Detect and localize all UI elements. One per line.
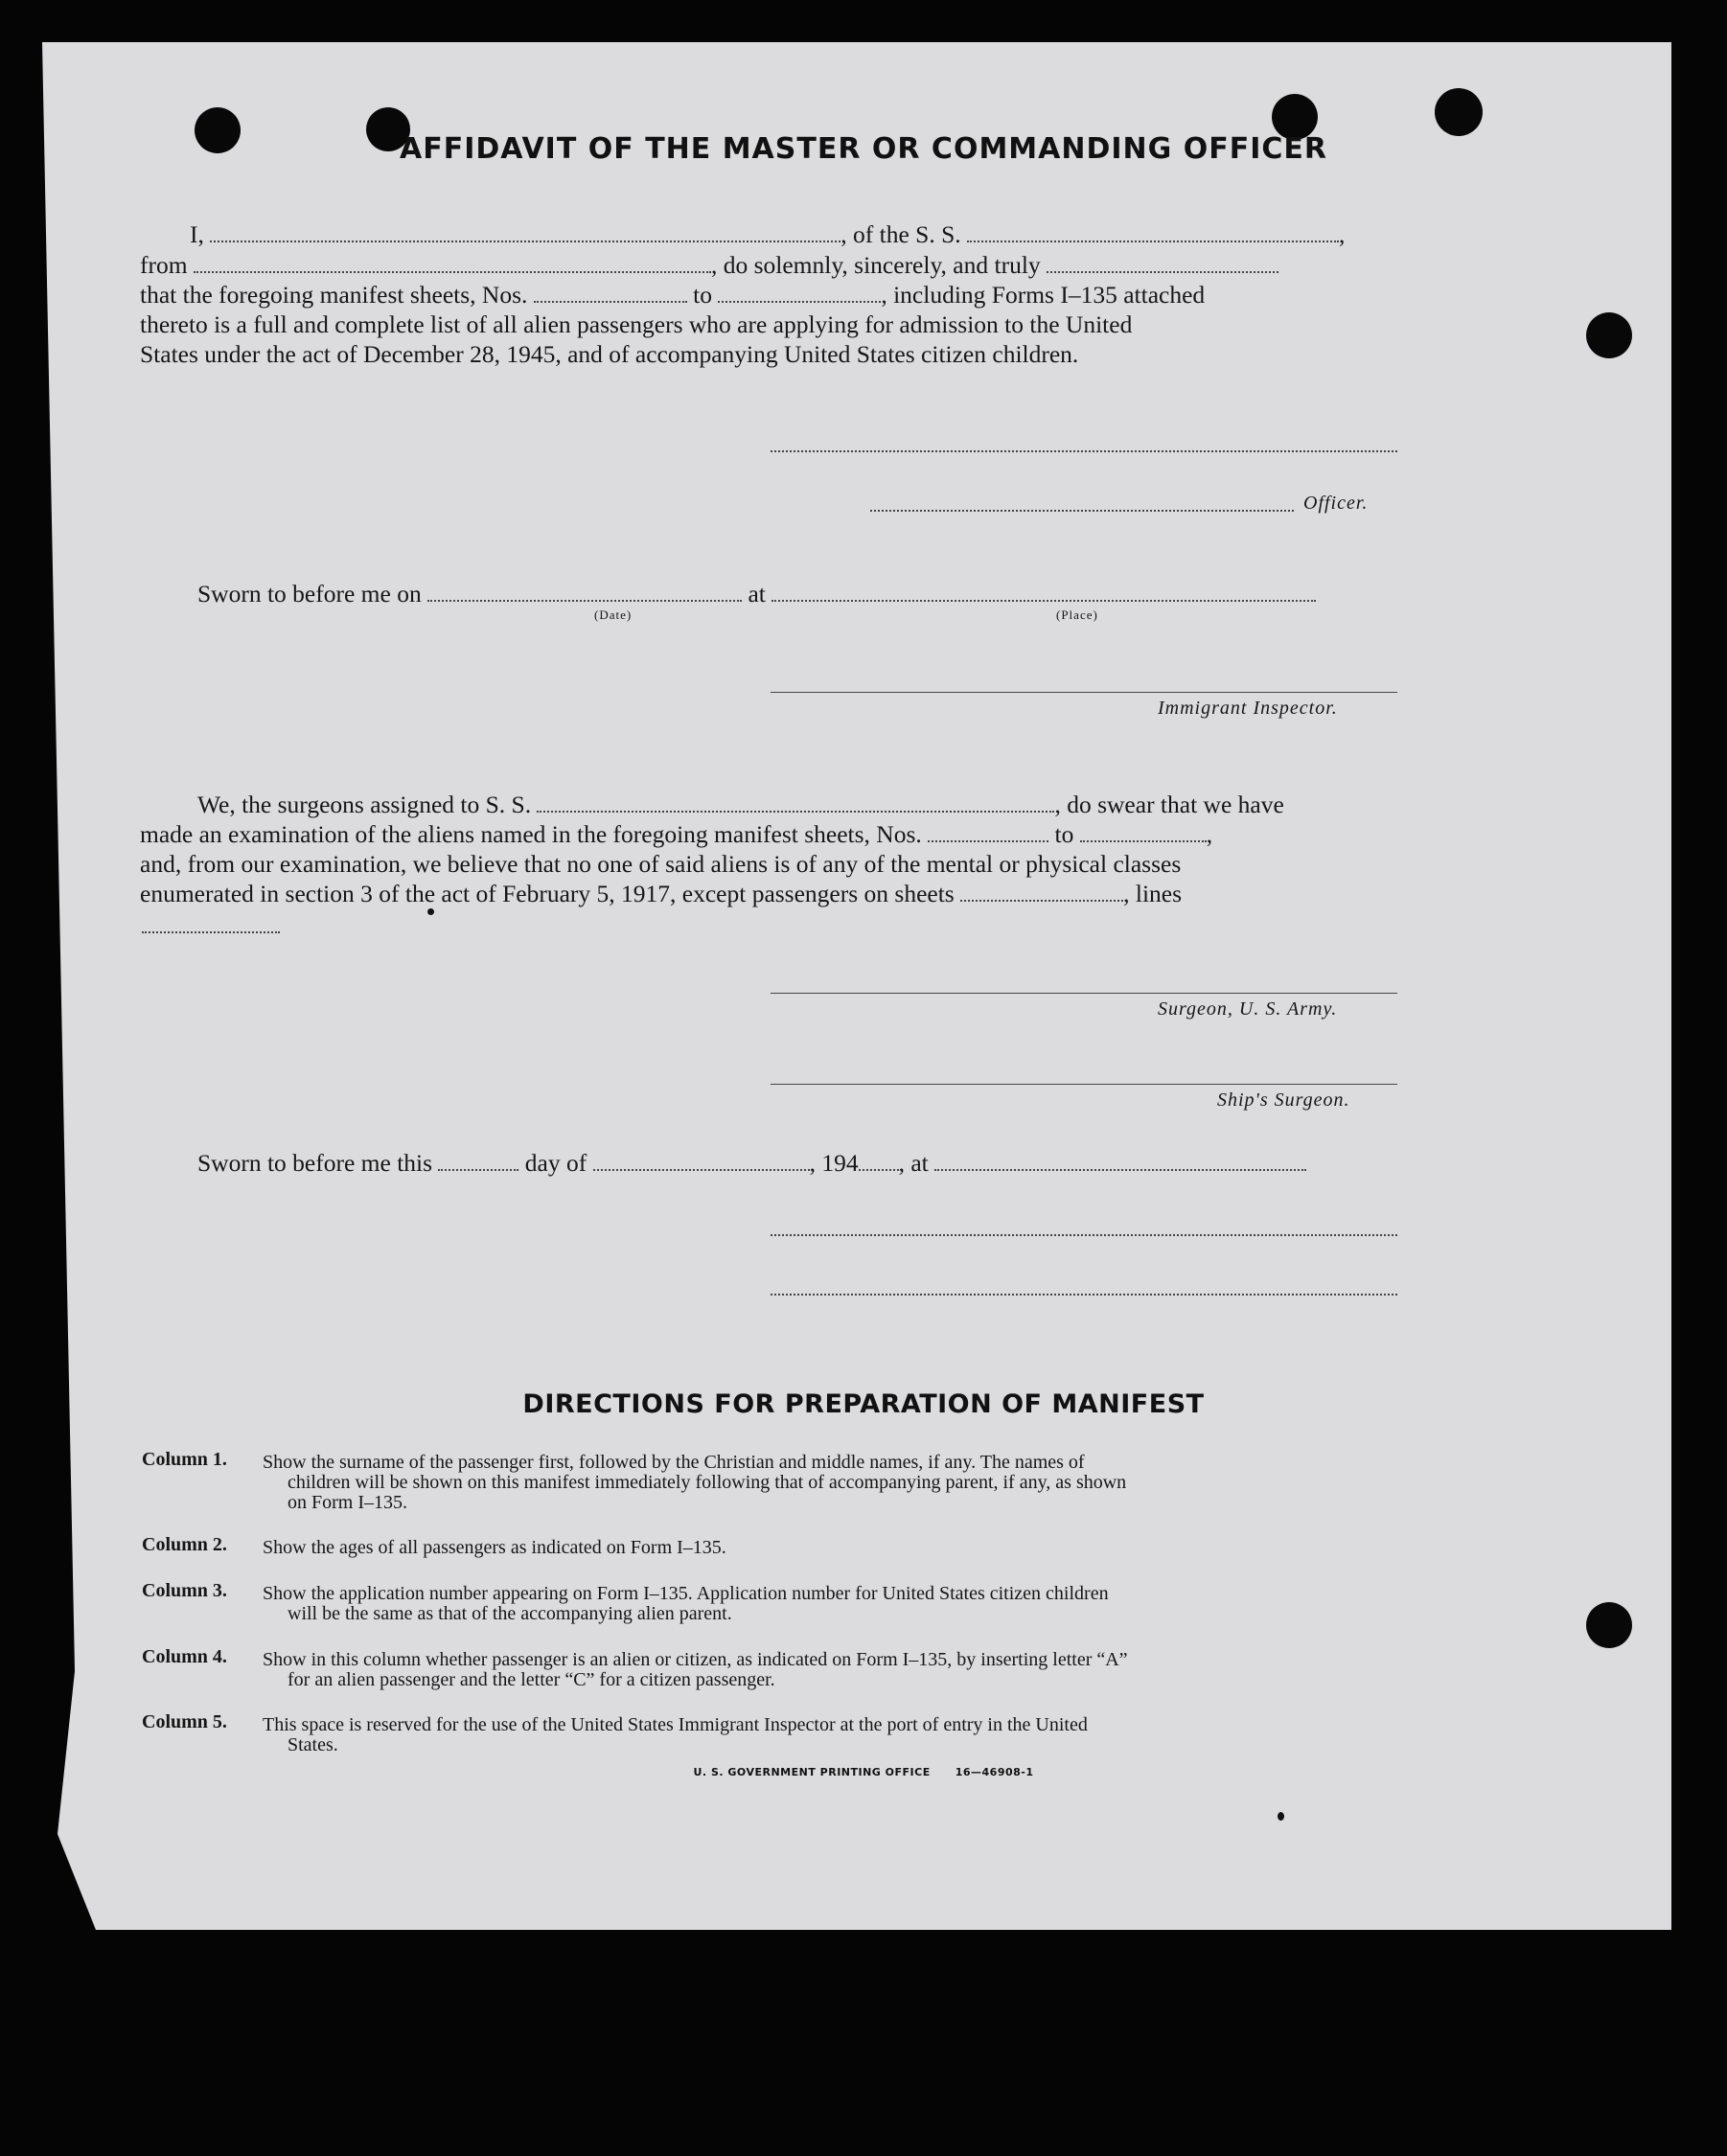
surgeons-line-3: and, from our examination, we believe that no one of said aliens is of any of the mental or physical classes	[140, 850, 1182, 878]
affidavit-line-1-b: , of the S. S.	[840, 220, 961, 248]
column-1-text	[263, 1453, 1398, 1513]
affidavit-line-5: States under the act of December 28, 1945, and of accompanying United States citizen children.	[140, 340, 1079, 368]
inspector-signature-line[interactable]	[771, 692, 1397, 693]
directions-title: DIRECTIONS FOR PREPARATION OF MANIFEST	[522, 1389, 1205, 1419]
affidavit-line-3-a: that the foregoing manifest sheets, Nos.	[140, 281, 528, 309]
column-4-text	[263, 1650, 1398, 1690]
sworn-month-field[interactable]	[593, 1152, 810, 1171]
printer-footer	[0, 1766, 1727, 1778]
army-surgeon-caption: Surgeon, U. S. Army.	[1158, 998, 1338, 1020]
surgeons-line-2-a: made an examination of the aliens named in the foregoing manifest sheets, Nos.	[140, 820, 922, 848]
surgeons-sheet-from-field[interactable]	[928, 823, 1048, 842]
affidavit-line-3-c: , including Forms I–135 attached	[881, 281, 1206, 309]
affidavit-line-2-a: from	[140, 251, 188, 279]
affidavit-line-1-a: I,	[190, 220, 204, 248]
sworn-date-field[interactable]	[427, 583, 742, 602]
sworn-day-field[interactable]	[438, 1152, 518, 1171]
vessel-name-field[interactable]	[967, 223, 1339, 242]
surgeons-line-1-b: , do swear that we have	[1054, 791, 1284, 818]
surgeons-line-2-b: to	[1054, 820, 1074, 848]
surgeons-line-1	[197, 791, 1284, 819]
master-name-field[interactable]	[210, 223, 840, 242]
column-4-line-2: for an alien passenger and the letter “C” for a citizen passenger.	[288, 1669, 775, 1690]
sworn-signature-line-2[interactable]	[771, 1294, 1397, 1296]
column-4-label: Column 4.	[142, 1646, 227, 1667]
surgeons-line-4-b: , lines	[1123, 880, 1183, 907]
column-1-label: Column 1.	[142, 1449, 227, 1470]
column-1-line-2: children will be shown on this manifest immediately following that of accompanying parent, if any, as shown	[288, 1472, 1127, 1493]
affidavit-title: AFFIDAVIT OF THE MASTER OR COMMANDING OFFICER	[400, 132, 1327, 166]
column-5-line-1: This space is reserved for the use of the United States Immigrant Inspector at the port of entry in the United	[263, 1714, 1088, 1735]
sworn-line-1-b: at	[748, 580, 766, 608]
ink-speck	[1278, 1812, 1284, 1821]
printer-name: U. S. GOVERNMENT PRINTING OFFICE	[693, 1766, 931, 1778]
except-sheets-field[interactable]	[960, 883, 1123, 902]
sworn-line-2-b: day of	[524, 1149, 587, 1177]
sworn-year-field[interactable]	[859, 1152, 899, 1171]
affidavit-line-4: thereto is a full and complete list of all alien passengers who are applying for admission to the United	[140, 310, 1133, 338]
punch-hole-top-right-2	[1435, 88, 1483, 136]
sworn-place-field[interactable]	[771, 583, 1316, 602]
army-surgeon-signature-line[interactable]	[771, 993, 1397, 994]
officer-caption: Officer.	[1303, 493, 1369, 514]
affidavit-line-3-b: to	[693, 281, 712, 309]
punch-hole-right-upper	[1586, 312, 1632, 358]
column-1-line-3: on Form I–135.	[288, 1492, 407, 1513]
column-1-line-1: Show the surname of the passenger first, followed by the Christian and middle names, if any. The names of	[263, 1452, 1085, 1473]
departure-port-field[interactable]	[194, 254, 711, 273]
affidavit-line-2	[140, 251, 1278, 280]
surgeons-line-2-c: ,	[1206, 820, 1213, 848]
form-code: 16—46908-1	[955, 1766, 1034, 1778]
column-3-label: Column 3.	[142, 1580, 227, 1601]
ship-surgeon-signature-line[interactable]	[771, 1084, 1397, 1085]
column-3-text	[263, 1584, 1398, 1624]
surgeons-line-1-a: We, the surgeons assigned to S. S.	[197, 791, 532, 818]
surgeons-line-4-a: enumerated in section 3 of the act of February 5, 1917, except passengers on sheets	[140, 880, 955, 907]
inspector-caption: Immigrant Inspector.	[1158, 698, 1338, 719]
sheet-to-field[interactable]	[718, 284, 881, 303]
affidavit-line-3	[140, 281, 1205, 310]
oath-field[interactable]	[1047, 254, 1278, 273]
surgeons-vessel-field[interactable]	[537, 793, 1054, 813]
column-2-line-1: Show the ages of all passengers as indicated on Form I–135.	[263, 1537, 726, 1558]
place-caption: (Place)	[1056, 608, 1098, 622]
sworn-line-2	[197, 1149, 1306, 1178]
column-5-line-2: States.	[288, 1734, 338, 1755]
ship-surgeon-caption: Ship's Surgeon.	[1217, 1089, 1350, 1111]
sworn-line-1-a: Sworn to before me on	[197, 580, 422, 608]
column-5-label: Column 5.	[142, 1711, 227, 1732]
punch-hole-right-lower	[1586, 1602, 1632, 1648]
affidavit-line-1	[190, 220, 1345, 249]
sworn-line-1	[197, 580, 1316, 608]
column-3-line-2: will be the same as that of the accompanying alien parent.	[288, 1603, 732, 1624]
sworn-signature-line-1[interactable]	[771, 1234, 1397, 1236]
surgeons-sheet-to-field[interactable]	[1080, 823, 1207, 842]
officer-signature-line[interactable]	[771, 450, 1397, 452]
column-4-line-1: Show in this column whether passenger is an alien or citizen, as indicated on Form I–135, by inserting letter “A”	[263, 1649, 1128, 1670]
ink-speck	[427, 908, 434, 915]
column-2-label: Column 2.	[142, 1534, 227, 1555]
affidavit-line-2-b: , do solemnly, sincerely, and truly	[710, 251, 1041, 279]
affidavit-line-1-c: ,	[1339, 220, 1346, 248]
sworn-line-2-a: Sworn to before me this	[197, 1149, 433, 1177]
sheet-from-field[interactable]	[534, 284, 687, 303]
except-lines-field[interactable]	[142, 931, 280, 933]
surgeons-line-2	[140, 820, 1212, 849]
surgeons-line-4	[140, 880, 1182, 908]
column-5-text	[263, 1715, 1398, 1755]
sworn-line-2-d: , at	[898, 1149, 929, 1177]
column-2-text	[263, 1538, 1398, 1558]
officer-title-line[interactable]	[870, 510, 1294, 512]
date-caption: (Date)	[594, 608, 633, 622]
column-3-line-1: Show the application number appearing on Form I–135. Application number for United States citizen children	[263, 1583, 1109, 1604]
sworn-line-2-c: , 194	[809, 1149, 859, 1177]
sworn-place-2-field[interactable]	[934, 1152, 1306, 1171]
